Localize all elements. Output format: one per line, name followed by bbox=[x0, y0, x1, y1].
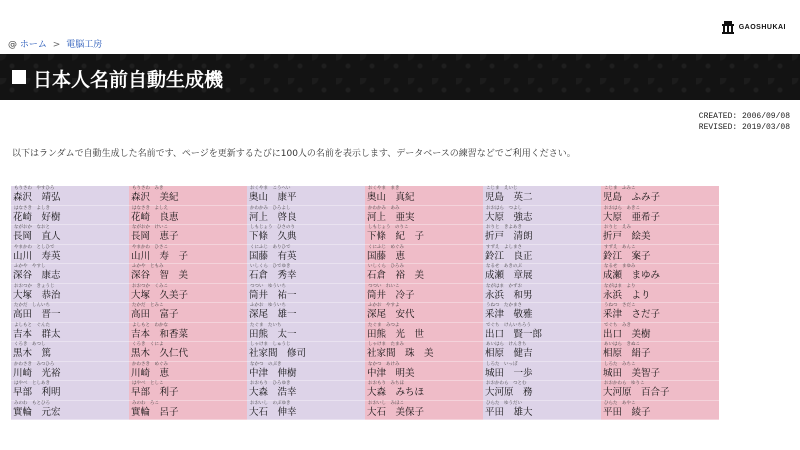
name-reading: はなさき よしき bbox=[14, 205, 50, 211]
name-cell bbox=[365, 186, 483, 206]
name-reading: たかだ しんいち bbox=[14, 303, 50, 308]
name-kanji: 相原 健吉 bbox=[485, 348, 533, 359]
name-reading: かわさき みつひろ bbox=[14, 361, 55, 367]
name-cell bbox=[129, 264, 247, 284]
name-kanji: 折戸 清朗 bbox=[485, 231, 533, 242]
name-cell bbox=[365, 342, 483, 362]
name-cell bbox=[11, 323, 129, 343]
name-reading: なるせ まゆみ bbox=[604, 264, 636, 269]
name-cell bbox=[247, 284, 365, 304]
name-kanji: 成瀬 章展 bbox=[485, 270, 533, 281]
name-cell bbox=[483, 381, 601, 401]
name-kanji: 児島 英二 bbox=[485, 192, 533, 203]
name-reading: よしもと ぐんた bbox=[14, 322, 50, 328]
name-kanji: 河上 亜実 bbox=[367, 211, 415, 223]
name-cell bbox=[129, 401, 247, 421]
name-cell bbox=[247, 323, 365, 343]
name-kanji: 早部 利子 bbox=[131, 387, 179, 398]
date-info bbox=[699, 111, 790, 133]
name-cell bbox=[483, 303, 601, 323]
name-kanji: 川崎 恵 bbox=[131, 367, 170, 379]
name-kanji: 花崎 良恵 bbox=[131, 211, 179, 223]
name-reading: やまかわ ひさこ bbox=[132, 244, 168, 250]
name-kanji: 平田 綾子 bbox=[603, 406, 651, 418]
name-reading: はやべ としこ bbox=[132, 381, 164, 386]
breadcrumb-current-link[interactable]: 電脳工房 bbox=[66, 40, 103, 50]
name-cell bbox=[483, 323, 601, 343]
name-cell bbox=[483, 362, 601, 382]
name-kanji: 山川 寿英 bbox=[13, 250, 61, 262]
name-reading: くにふじ めぐみ bbox=[368, 244, 404, 250]
name-reading: おりと きよあき bbox=[486, 225, 522, 230]
name-kanji: 奥山 康平 bbox=[249, 192, 297, 203]
name-reading: こじま えいじ bbox=[486, 186, 518, 191]
name-cell bbox=[129, 225, 247, 245]
name-cell bbox=[247, 362, 365, 382]
name-cell bbox=[247, 342, 365, 362]
name-reading: こじま ふみこ bbox=[604, 186, 636, 191]
name-kanji: 森沢 靖弘 bbox=[13, 192, 61, 203]
name-kanji: 折戸 絵美 bbox=[603, 231, 651, 242]
name-reading: ながはま かずお bbox=[486, 283, 522, 289]
name-reading: あいはら きぬこ bbox=[604, 342, 640, 347]
name-cell bbox=[129, 303, 247, 323]
name-reading: いしくら ひでゆき bbox=[250, 264, 291, 269]
created-date: CREATED: 2006/09/08 bbox=[698, 112, 790, 121]
name-cell bbox=[365, 401, 483, 421]
name-cell bbox=[11, 284, 129, 304]
name-reading: かわかみ ひろよし bbox=[250, 205, 291, 211]
name-cell bbox=[247, 245, 365, 265]
name-reading: うねつ さだこ bbox=[604, 303, 636, 308]
name-kanji: 大原 亜希子 bbox=[603, 211, 661, 223]
name-kanji: 出口 美樹 bbox=[603, 328, 651, 340]
breadcrumb bbox=[8, 37, 102, 50]
name-cell bbox=[483, 264, 601, 284]
name-cell bbox=[601, 342, 719, 362]
name-reading: よしもと わかな bbox=[132, 322, 168, 328]
name-cell bbox=[601, 245, 719, 265]
name-reading: しろた みちこ bbox=[604, 361, 636, 367]
name-kanji: 實輪 元宏 bbox=[13, 406, 61, 418]
name-cell bbox=[11, 381, 129, 401]
name-reading: うねつ たかまさ bbox=[486, 303, 522, 308]
name-kanji: 深谷 智 美 bbox=[131, 270, 189, 281]
name-reading: かわかみ あみ bbox=[368, 205, 400, 211]
name-kanji: 早部 利明 bbox=[13, 387, 61, 398]
name-cell bbox=[247, 225, 365, 245]
name-cell bbox=[129, 342, 247, 362]
name-reading: ふかお やすよ bbox=[368, 303, 400, 308]
name-reading: たかだ とみこ bbox=[132, 303, 164, 308]
name-cell bbox=[483, 245, 601, 265]
name-cell bbox=[247, 303, 365, 323]
page-title: 日本人名前自動生成機 bbox=[33, 69, 224, 91]
name-reading: あいはら けんきち bbox=[486, 342, 527, 347]
name-cell bbox=[365, 362, 483, 382]
name-kanji: 山川 寿 子 bbox=[131, 250, 189, 262]
name-reading: でぐち みき bbox=[604, 322, 631, 328]
name-kanji: 大河原 務 bbox=[485, 387, 533, 398]
name-reading: やまかわ としひで bbox=[14, 244, 55, 250]
name-cell bbox=[601, 362, 719, 382]
name-kanji: 城田 一歩 bbox=[485, 367, 533, 379]
name-reading: おおかわら ゆりこ bbox=[604, 381, 645, 386]
name-kanji: 釆津 さだ子 bbox=[603, 309, 661, 320]
name-kanji: 下條 紀 子 bbox=[367, 231, 425, 242]
breadcrumb-home-link[interactable]: ホーム bbox=[19, 40, 47, 50]
name-cell bbox=[365, 264, 483, 284]
name-kanji: 相原 絹子 bbox=[603, 348, 651, 359]
name-kanji: 河上 啓良 bbox=[249, 211, 297, 223]
name-cell bbox=[129, 186, 247, 206]
name-kanji: 永浜 より bbox=[603, 289, 651, 301]
name-reading: ながおか なおと bbox=[14, 225, 50, 230]
name-cell bbox=[601, 381, 719, 401]
name-cell bbox=[483, 401, 601, 421]
name-cell bbox=[247, 401, 365, 421]
name-cell bbox=[247, 381, 365, 401]
name-kanji: 奥山 真紀 bbox=[367, 192, 415, 203]
name-cell bbox=[247, 206, 365, 226]
name-reading: なかつ のぶき bbox=[250, 361, 282, 367]
name-cell bbox=[11, 362, 129, 382]
name-reading: くろき くによ bbox=[132, 342, 164, 347]
name-kanji: 大森 浩幸 bbox=[249, 387, 297, 398]
name-reading: おおいし のぶゆき bbox=[250, 400, 291, 406]
name-kanji: 大石 伸幸 bbox=[249, 406, 297, 418]
name-reading: ふかや やすし bbox=[14, 264, 46, 269]
logo-text: GAOSHUKAI bbox=[738, 23, 786, 31]
name-reading: はやべ としあき bbox=[14, 381, 50, 386]
name-reading: みのわ もとひろ bbox=[14, 400, 50, 406]
name-reading: つつい れいこ bbox=[368, 283, 400, 289]
name-reading: かわさき めぐみ bbox=[132, 361, 168, 367]
name-cell bbox=[601, 206, 719, 226]
square-bullet-icon bbox=[12, 70, 26, 84]
name-kanji: 国藤 有英 bbox=[249, 250, 297, 262]
name-kanji: 深谷 康志 bbox=[13, 270, 61, 281]
name-reading: すずえ よしまさ bbox=[486, 244, 523, 250]
name-kanji: 高田 富子 bbox=[131, 309, 179, 320]
name-kanji: 花崎 好樹 bbox=[13, 211, 61, 223]
name-reading: ながおか けいこ bbox=[132, 225, 168, 230]
name-reading: しゃけま たまみ bbox=[368, 342, 404, 347]
name-reading: たぐま みつよ bbox=[368, 322, 400, 328]
name-kanji: 成瀬 まゆみ bbox=[603, 270, 661, 281]
name-kanji: 中津 明美 bbox=[367, 367, 415, 379]
name-cell bbox=[247, 186, 365, 206]
name-cell bbox=[365, 225, 483, 245]
name-cell bbox=[129, 323, 247, 343]
name-kanji: 長岡 直人 bbox=[13, 231, 61, 242]
name-reading: ひらた あやこ bbox=[604, 400, 636, 406]
name-cell bbox=[483, 342, 601, 362]
name-cell bbox=[129, 284, 247, 304]
name-reading: はなさき よしえ bbox=[132, 205, 168, 211]
name-reading: みのわ ろこ bbox=[132, 400, 159, 406]
name-kanji: 永浜 和男 bbox=[485, 289, 533, 301]
name-kanji: 田熊 太一 bbox=[249, 328, 297, 340]
name-reading: おおいし みほこ bbox=[368, 400, 404, 406]
name-cell bbox=[365, 284, 483, 304]
name-reading: しろた いっぽ bbox=[486, 361, 518, 367]
name-kanji: 釆津 敬雅 bbox=[485, 309, 533, 320]
name-reading: でぐち けんいちろう bbox=[486, 322, 531, 328]
name-reading: おおはら つよし bbox=[486, 205, 522, 211]
name-reading: すずえ あんこ bbox=[604, 244, 636, 250]
name-reading: ひらた ゆうだい bbox=[486, 400, 522, 406]
name-kanji: 吉本 和香菜 bbox=[131, 328, 189, 340]
name-reading: おりと えみ bbox=[604, 225, 631, 230]
name-cell bbox=[365, 381, 483, 401]
site-logo[interactable] bbox=[721, 20, 786, 34]
name-cell bbox=[11, 303, 129, 323]
name-kanji: 出口 賢一郎 bbox=[485, 328, 543, 340]
name-reading: しゃけま しゅうじ bbox=[250, 342, 291, 347]
building-icon bbox=[721, 20, 735, 34]
name-reading: なるせ あきのぶ bbox=[486, 264, 522, 269]
name-cell bbox=[129, 381, 247, 401]
name-cell bbox=[601, 303, 719, 323]
name-kanji: 黒木 久仁代 bbox=[131, 348, 189, 359]
name-kanji: 城田 美智子 bbox=[603, 367, 661, 379]
name-cell bbox=[601, 264, 719, 284]
name-kanji: 川崎 光裕 bbox=[13, 367, 61, 379]
name-cell bbox=[483, 225, 601, 245]
name-kanji: 吉本 群太 bbox=[13, 328, 61, 340]
name-cell bbox=[601, 225, 719, 245]
name-kanji: 国藤 恵 bbox=[367, 250, 406, 262]
name-reading: もりさわ やすひろ bbox=[14, 186, 55, 191]
name-reading: おおはら あきこ bbox=[604, 205, 640, 211]
name-cell bbox=[11, 206, 129, 226]
name-grid bbox=[11, 186, 719, 420]
name-kanji: 鈴江 案子 bbox=[603, 250, 651, 262]
name-reading: くろき あつし bbox=[14, 342, 46, 347]
name-kanji: 田熊 光 世 bbox=[367, 328, 425, 340]
name-kanji: 大塚 恭治 bbox=[13, 289, 61, 301]
name-cell bbox=[11, 401, 129, 421]
name-cell bbox=[601, 186, 719, 206]
name-cell bbox=[601, 323, 719, 343]
name-reading: おおかわら つとむ bbox=[486, 381, 527, 386]
name-cell bbox=[601, 284, 719, 304]
name-cell bbox=[365, 303, 483, 323]
name-reading: しもじょう ひさのり bbox=[250, 225, 295, 230]
name-kanji: 大河原 百合子 bbox=[603, 387, 670, 398]
name-kanji: 筒井 冷子 bbox=[367, 289, 415, 301]
name-cell bbox=[11, 245, 129, 265]
name-reading: たぐま たいち bbox=[250, 322, 282, 328]
name-kanji: 社家間 修司 bbox=[249, 348, 307, 359]
name-kanji: 長岡 恵子 bbox=[131, 231, 179, 242]
name-kanji: 中津 伸樹 bbox=[249, 367, 297, 379]
name-kanji: 大塚 久美子 bbox=[131, 289, 189, 301]
name-reading: もりさわ みき bbox=[132, 186, 164, 191]
revised-date: REVISED: 2019/03/08 bbox=[698, 123, 790, 132]
name-reading: ふかや ともみ bbox=[132, 264, 164, 269]
name-kanji: 深尾 安代 bbox=[367, 309, 415, 320]
name-kanji: 深尾 雄一 bbox=[249, 309, 297, 320]
name-reading: おくやま こうへい bbox=[250, 186, 291, 191]
name-kanji: 下條 久典 bbox=[249, 231, 297, 242]
name-cell bbox=[483, 284, 601, 304]
name-cell bbox=[247, 264, 365, 284]
name-kanji: 高田 晋一 bbox=[13, 309, 61, 320]
name-cell bbox=[11, 342, 129, 362]
name-kanji: 鈴江 良正 bbox=[485, 250, 533, 262]
name-reading: ふかお ゆういち bbox=[250, 303, 286, 308]
name-cell bbox=[601, 401, 719, 421]
name-kanji: 黒木 篤 bbox=[13, 348, 52, 359]
name-cell bbox=[483, 186, 601, 206]
name-reading: くにふじ ありひで bbox=[250, 244, 291, 250]
title-bar bbox=[0, 54, 800, 100]
name-kanji: 社家間 珠 美 bbox=[367, 348, 434, 359]
name-cell bbox=[483, 206, 601, 226]
name-cell bbox=[11, 225, 129, 245]
name-reading: おおもり ひろゆき bbox=[250, 381, 291, 386]
name-reading: ながはま より bbox=[604, 283, 636, 289]
name-kanji: 森沢 美紀 bbox=[131, 192, 179, 203]
name-kanji: 大石 美保子 bbox=[367, 406, 425, 418]
name-cell bbox=[11, 264, 129, 284]
name-kanji: 石倉 裕 美 bbox=[367, 270, 425, 281]
name-cell bbox=[365, 206, 483, 226]
name-reading: なかつ あけみ bbox=[368, 361, 400, 367]
name-reading: つつい ゆういち bbox=[250, 283, 286, 289]
intro-text: 以下はランダムで自動生成した名前です、ページを更新するたびに100人の名前を表示します、データベースの練習などでご利用ください。 bbox=[12, 149, 576, 159]
name-reading: おくやま まき bbox=[368, 186, 400, 191]
name-kanji: 大森 みちほ bbox=[367, 387, 425, 398]
name-reading: おおつか くみこ bbox=[132, 283, 168, 289]
name-kanji: 大原 強志 bbox=[485, 211, 533, 223]
name-kanji: 筒井 祐一 bbox=[249, 289, 297, 301]
name-reading: おおもり みちほ bbox=[368, 381, 404, 386]
name-cell bbox=[129, 206, 247, 226]
name-kanji: 平田 雄大 bbox=[485, 406, 533, 418]
name-cell bbox=[129, 362, 247, 382]
breadcrumb-separator: > bbox=[52, 40, 61, 50]
name-kanji: 児島 ふみ子 bbox=[603, 192, 661, 203]
name-cell bbox=[129, 245, 247, 265]
name-kanji: 石倉 秀幸 bbox=[249, 270, 297, 281]
name-cell bbox=[365, 245, 483, 265]
breadcrumb-prefix: @ bbox=[8, 40, 17, 50]
name-cell bbox=[365, 323, 483, 343]
name-reading: いしくら ひろみ bbox=[368, 264, 404, 269]
name-reading: しもじょう のりこ bbox=[368, 225, 409, 230]
name-cell bbox=[11, 186, 129, 206]
name-reading: おおつか きょうじ bbox=[14, 283, 55, 289]
name-kanji: 實輪 呂子 bbox=[131, 406, 179, 418]
